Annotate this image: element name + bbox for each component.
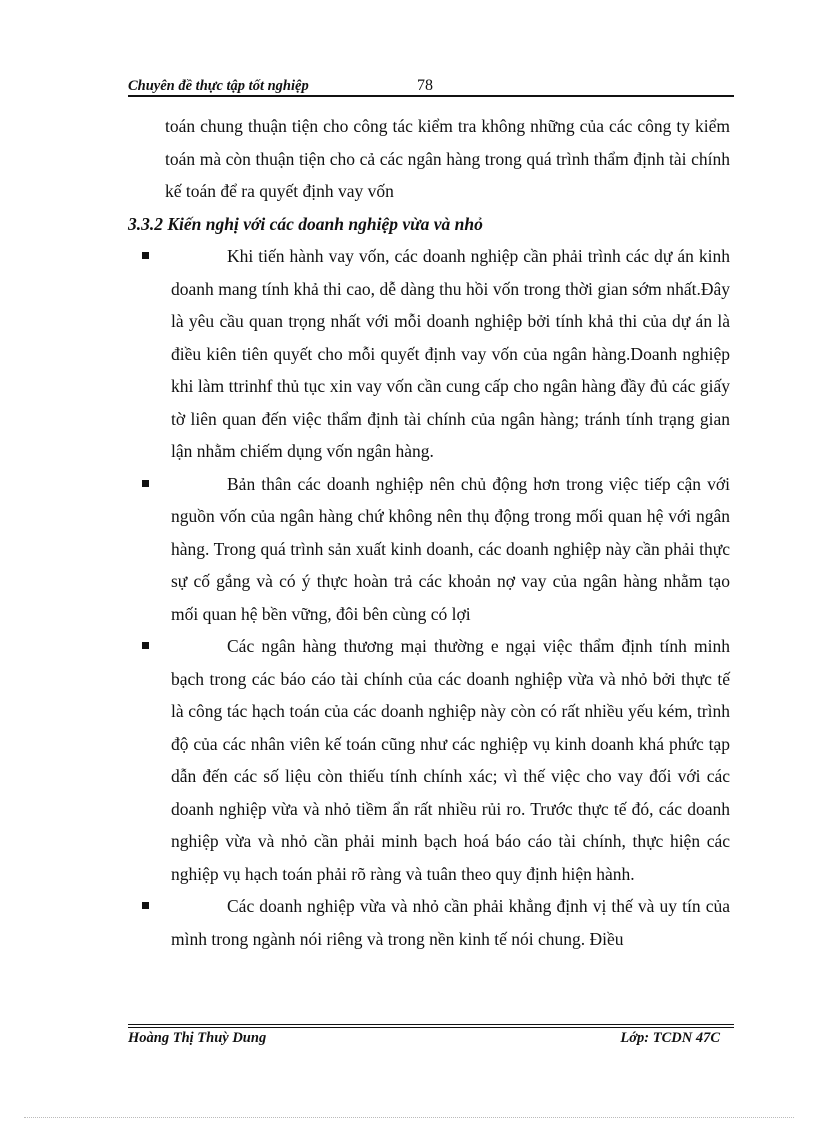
square-bullet-icon (142, 642, 149, 649)
bullet-text: Khi tiến hành vay vốn, các doanh nghiệp cần phải trình các dự án kinh doanh mang tính khả thi cao, dễ dàng thu hồi vốn trong thời gian sớm nhất.Đây là yêu cầu quan trọng nhất với mỗi doanh nghiệp bởi tính khả thi của dự án là điều kiên tiên quyết cho mỗi quyết định vay vốn của ngân hàng.Doanh nghiệp khi làm ttrinhf thủ tục xin vay vốn cần cung cấp cho ngân hàng đầy đủ các giấy tờ liên quan đến việc thẩm định tài chính của ngân hàng; tránh tính trạng gian lận nhằm chiếm dụng vốn ngân hàng. (171, 246, 730, 461)
continued-paragraph: toán chung thuận tiện cho công tác kiểm tra không những của các công ty kiểm toán mà còn thuận tiện cho cả các ngân hàng trong quá trình thẩm định tài chính kế toán để ra quyết định vay vốn (165, 116, 730, 201)
footer-rule (128, 1027, 734, 1028)
bullet-text: Bản thân các doanh nghiệp nên chủ động hơn trong việc tiếp cận với nguồn vốn của ngân hàng chứ không nên thụ động trong mối quan hệ với ngân hàng. Trong quá trình sản xuất kinh doanh, các doanh nghiệp này cần phải thực sự cố gắng và có ý thực hoàn trả các khoản nợ vay của ngân hàng nhằm tạo mối quan hệ bền vững, đôi bên cùng có lợi (171, 473, 730, 624)
page-body (128, 110, 730, 955)
page-header (128, 74, 734, 96)
square-bullet-icon (142, 480, 149, 487)
bullet-text: Các doanh nghiệp vừa và nhỏ cần phải khẳng định vị thế và uy tín của mình trong ngành nói riêng và trong nền kinh tế nói chung. Điều (171, 896, 730, 949)
bullet-item (128, 630, 730, 890)
header-title: Chuyên đề thực tập tốt nghiệp (128, 78, 309, 94)
page-number: 78 (417, 77, 433, 94)
bullet-item (128, 468, 730, 631)
square-bullet-icon (142, 252, 149, 259)
page-bottom-border (24, 1117, 794, 1118)
bullet-item (128, 890, 730, 955)
bullet-text: Các ngân hàng thương mại thường e ngại việc thẩm định tính minh bạch trong các báo cáo tài chính của các doanh nghiệp vừa và nhỏ bởi thực tế là công tác hạch toán của các doanh nghiệp này còn có rất nhiều yếu kém, trình độ của các nhân viên kế toán cũng như các nghiệp vụ kinh doanh khá phức tạp dẫn đến các số liệu còn thiếu tính chính xác; vì thế việc cho vay đối với các doanh nghiệp vừa và nhỏ tiềm ẩn rất nhiều rủi ro. Trước thực tế đó, các doanh nghiệp vừa và nhỏ cần phải minh bạch hoá báo cáo tài chính, thực hiện các nghiệp vụ hạch toán phải rõ ràng và tuân theo quy định hiện hành. (171, 636, 730, 884)
footer-author: Hoàng Thị Thuỳ Dung (128, 1030, 267, 1046)
bullet-item (128, 240, 730, 468)
header-rule (128, 95, 734, 97)
footer-rule (128, 1024, 734, 1025)
section-heading: 3.3.2 Kiến nghị với các doanh nghiệp vừa và nhỏ (128, 213, 483, 234)
page-footer (128, 1024, 734, 1048)
square-bullet-icon (142, 902, 149, 909)
footer-class: Lớp: TCDN 47C (620, 1030, 720, 1046)
